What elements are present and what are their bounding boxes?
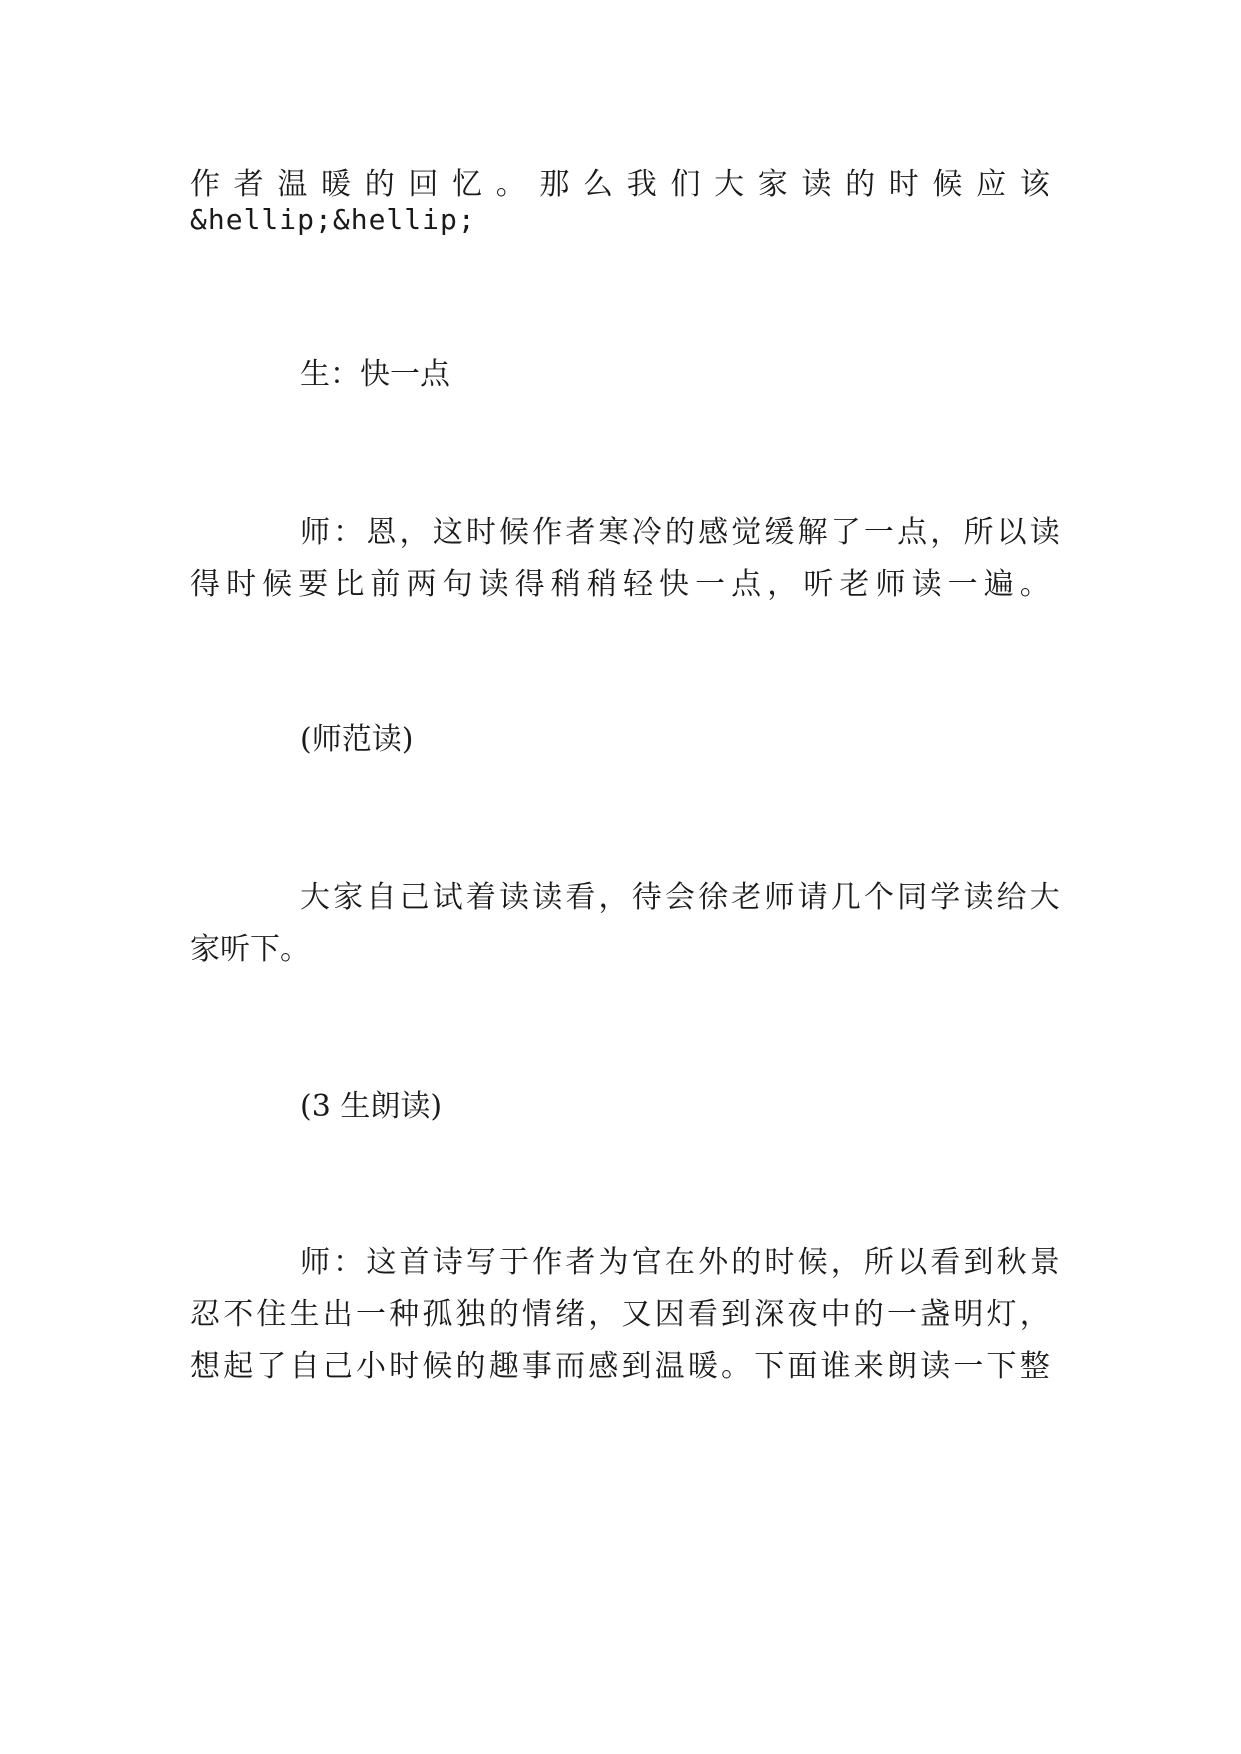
glyph: 寒 — [598, 515, 629, 550]
glyph: 谁 — [820, 1349, 851, 1384]
teacher-summary-line-3 — [190, 1347, 1050, 1387]
glyph: ， — [930, 515, 961, 550]
glyph: 候 — [422, 1349, 453, 1384]
glyph: 温 — [654, 1349, 685, 1384]
glyph: 灯 — [986, 1297, 1017, 1332]
glyph: 缓 — [764, 515, 795, 550]
glyph: 盏 — [920, 1297, 951, 1332]
glyph: 一 — [695, 567, 726, 602]
glyph: 而 — [555, 1349, 586, 1384]
glyph: 忆 — [452, 167, 483, 202]
glyph: 小 — [355, 1349, 386, 1384]
glyph: 的 — [853, 1297, 884, 1332]
glyph: 们 — [670, 167, 701, 202]
glyph: 时 — [764, 1245, 795, 1280]
glyph: 得 — [514, 567, 545, 602]
stage-direction-teacher-reading: (师范读) — [300, 722, 414, 757]
teacher-summary-line-2 — [190, 1295, 1050, 1335]
glyph: 所 — [863, 1245, 894, 1280]
glyph: ， — [399, 515, 430, 550]
glyph: 己 — [322, 1349, 353, 1384]
glyph: 读 — [1029, 515, 1060, 550]
glyph: 孤 — [422, 1297, 453, 1332]
glyph: 读 — [532, 880, 563, 915]
glyph: 着 — [465, 880, 496, 915]
glyph: 来 — [853, 1349, 884, 1384]
glyph: 回 — [408, 167, 439, 202]
glyph: ： — [333, 515, 364, 550]
glyph: 徐 — [698, 880, 729, 915]
glyph: 一 — [863, 515, 894, 550]
glyph: 景 — [1029, 1245, 1060, 1280]
glyph: 一 — [355, 1297, 386, 1332]
glyph: 前 — [370, 567, 401, 602]
glyph: 中 — [820, 1297, 851, 1332]
glyph: 个 — [863, 880, 894, 915]
glyph: 要 — [298, 567, 329, 602]
glyph: ： — [333, 1245, 364, 1280]
glyph: 比 — [334, 567, 365, 602]
teacher-summary-line-1 — [300, 1243, 1060, 1283]
glyph: 候 — [797, 1245, 828, 1280]
glyph: 以 — [996, 515, 1027, 550]
glyph: 我 — [626, 167, 657, 202]
glyph: 恩 — [366, 515, 397, 550]
glyph: 师 — [300, 515, 330, 550]
glyph: 句 — [442, 567, 473, 602]
glyph: 听 — [803, 567, 834, 602]
glyph: ， — [767, 567, 798, 602]
glyph: 情 — [521, 1297, 552, 1332]
glyph: 趣 — [488, 1349, 519, 1384]
glyph: 暖 — [687, 1349, 718, 1384]
glyph: 时 — [389, 1349, 420, 1384]
glyph: 暖 — [321, 167, 352, 202]
glyph: 下 — [754, 1349, 785, 1384]
glyph: 读 — [920, 1349, 951, 1384]
glyph: 读 — [478, 567, 509, 602]
instruction-line-1 — [300, 878, 1060, 918]
glyph: 家 — [757, 167, 788, 202]
glyph: 看 — [930, 1245, 961, 1280]
glyph: 于 — [499, 1245, 530, 1280]
glyph: 作 — [532, 1245, 563, 1280]
glyph: 到 — [963, 1245, 994, 1280]
glyph: 一 — [953, 1349, 984, 1384]
glyph: 住 — [256, 1297, 287, 1332]
glyph: 一 — [947, 567, 978, 602]
dialogue-teacher-line-2 — [190, 565, 1050, 605]
glyph: 起 — [223, 1349, 254, 1384]
glyph: 几 — [830, 880, 861, 915]
glyph: 得 — [190, 567, 220, 602]
glyph: 稍 — [586, 567, 617, 602]
glyph: 。 — [721, 1349, 751, 1384]
glyph: 到 — [621, 1349, 652, 1384]
glyph: 感 — [698, 515, 729, 550]
glyph: 候 — [932, 167, 963, 202]
glyph: 绪 — [555, 1297, 586, 1332]
glyph: 该 — [1019, 167, 1050, 202]
glyph: 的 — [364, 167, 395, 202]
glyph: 了 — [830, 515, 861, 550]
glyph: 在 — [664, 1245, 695, 1280]
glyph: 觉 — [731, 515, 762, 550]
glyph: 官 — [631, 1245, 662, 1280]
glyph: 写 — [465, 1245, 496, 1280]
glyph: 自 — [289, 1349, 320, 1384]
glyph: 这 — [432, 515, 463, 550]
glyph: 师 — [300, 1245, 330, 1280]
glyph: 待 — [631, 880, 662, 915]
glyph: 首 — [399, 1245, 430, 1280]
glyph: 外 — [698, 1245, 729, 1280]
text-line-1 — [190, 165, 1050, 205]
glyph: 会 — [664, 880, 695, 915]
glyph: 作 — [532, 515, 563, 550]
glyph: 。 — [1019, 567, 1050, 602]
glyph: 冷 — [631, 515, 662, 550]
glyph: 了 — [256, 1349, 287, 1384]
glyph: 深 — [754, 1297, 785, 1332]
glyph: 老 — [731, 880, 762, 915]
dialogue-student-line: 生：快一点 — [300, 357, 450, 392]
glyph: 那 — [539, 167, 570, 202]
glyph: 家 — [333, 880, 364, 915]
glyph: 生 — [289, 1297, 320, 1332]
stage-direction-students-reading: (3 生朗读) — [300, 1089, 443, 1124]
glyph: 候 — [262, 567, 293, 602]
glyph: ， — [588, 1297, 619, 1332]
glyph: 朗 — [886, 1349, 917, 1384]
glyph: 给 — [996, 880, 1027, 915]
glyph: 看 — [565, 880, 596, 915]
glyph: 学 — [930, 880, 961, 915]
glyph: 的 — [455, 1349, 486, 1384]
glyph: 师 — [764, 880, 795, 915]
glyph: 种 — [389, 1297, 420, 1332]
glyph: 出 — [322, 1297, 353, 1332]
glyph: 的 — [731, 1245, 762, 1280]
glyph: 这 — [366, 1245, 397, 1280]
glyph: 读 — [963, 880, 994, 915]
glyph: 么 — [583, 167, 614, 202]
glyph: 明 — [953, 1297, 984, 1332]
glyph: 独 — [455, 1297, 486, 1332]
glyph: 为 — [598, 1245, 629, 1280]
glyph: 诗 — [432, 1245, 463, 1280]
glyph: 的 — [845, 167, 876, 202]
glyph: 读 — [911, 567, 942, 602]
glyph: 一 — [886, 1297, 917, 1332]
glyph: 点 — [731, 567, 762, 602]
glyph: 感 — [588, 1349, 619, 1384]
glyph: ， — [830, 1245, 861, 1280]
glyph: 以 — [897, 1245, 928, 1280]
glyph: 又 — [621, 1297, 652, 1332]
glyph: 同 — [897, 880, 928, 915]
glyph: 稍 — [550, 567, 581, 602]
glyph: 读 — [499, 880, 530, 915]
glyph: 大 — [1029, 880, 1060, 915]
glyph: 秋 — [996, 1245, 1027, 1280]
glyph: 两 — [406, 567, 437, 602]
glyph: 者 — [233, 167, 264, 202]
glyph: 大 — [300, 880, 330, 915]
glyph: 试 — [432, 880, 463, 915]
glyph: ， — [1019, 1297, 1050, 1332]
glyph: 作 — [190, 167, 220, 202]
glyph: 读 — [801, 167, 832, 202]
glyph: 轻 — [622, 567, 653, 602]
glyph: 忍 — [190, 1297, 220, 1332]
glyph: 不 — [223, 1297, 254, 1332]
glyph: 请 — [797, 880, 828, 915]
glyph: 因 — [654, 1297, 685, 1332]
dialogue-teacher-line-1 — [300, 513, 1060, 553]
glyph: 的 — [664, 515, 695, 550]
glyph: 候 — [499, 515, 530, 550]
glyph: 解 — [797, 515, 828, 550]
glyph: 师 — [875, 567, 906, 602]
glyph: 的 — [488, 1297, 519, 1332]
glyph: 大 — [714, 167, 745, 202]
glyph: ， — [598, 880, 629, 915]
glyph: 时 — [465, 515, 496, 550]
glyph: 时 — [226, 567, 257, 602]
glyph: 事 — [521, 1349, 552, 1384]
glyph: 整 — [1019, 1349, 1050, 1384]
glyph: 自 — [366, 880, 397, 915]
glyph: 。 — [495, 167, 526, 202]
glyph: 点 — [897, 515, 928, 550]
glyph: 看 — [687, 1297, 718, 1332]
text-line-2: &hellip;&hellip; — [190, 203, 476, 236]
glyph: 面 — [787, 1349, 818, 1384]
glyph: 夜 — [787, 1297, 818, 1332]
glyph: 者 — [565, 515, 596, 550]
glyph: 快 — [659, 567, 690, 602]
glyph: 老 — [839, 567, 870, 602]
glyph: 温 — [277, 167, 308, 202]
glyph: 遍 — [983, 567, 1014, 602]
glyph: 到 — [721, 1297, 751, 1332]
glyph: 应 — [976, 167, 1007, 202]
glyph: 时 — [888, 167, 919, 202]
glyph: 想 — [190, 1349, 220, 1384]
glyph: 下 — [986, 1349, 1017, 1384]
glyph: 所 — [963, 515, 994, 550]
glyph: 己 — [399, 880, 430, 915]
instruction-line-2: 家听下。 — [190, 932, 310, 967]
glyph: 者 — [565, 1245, 596, 1280]
